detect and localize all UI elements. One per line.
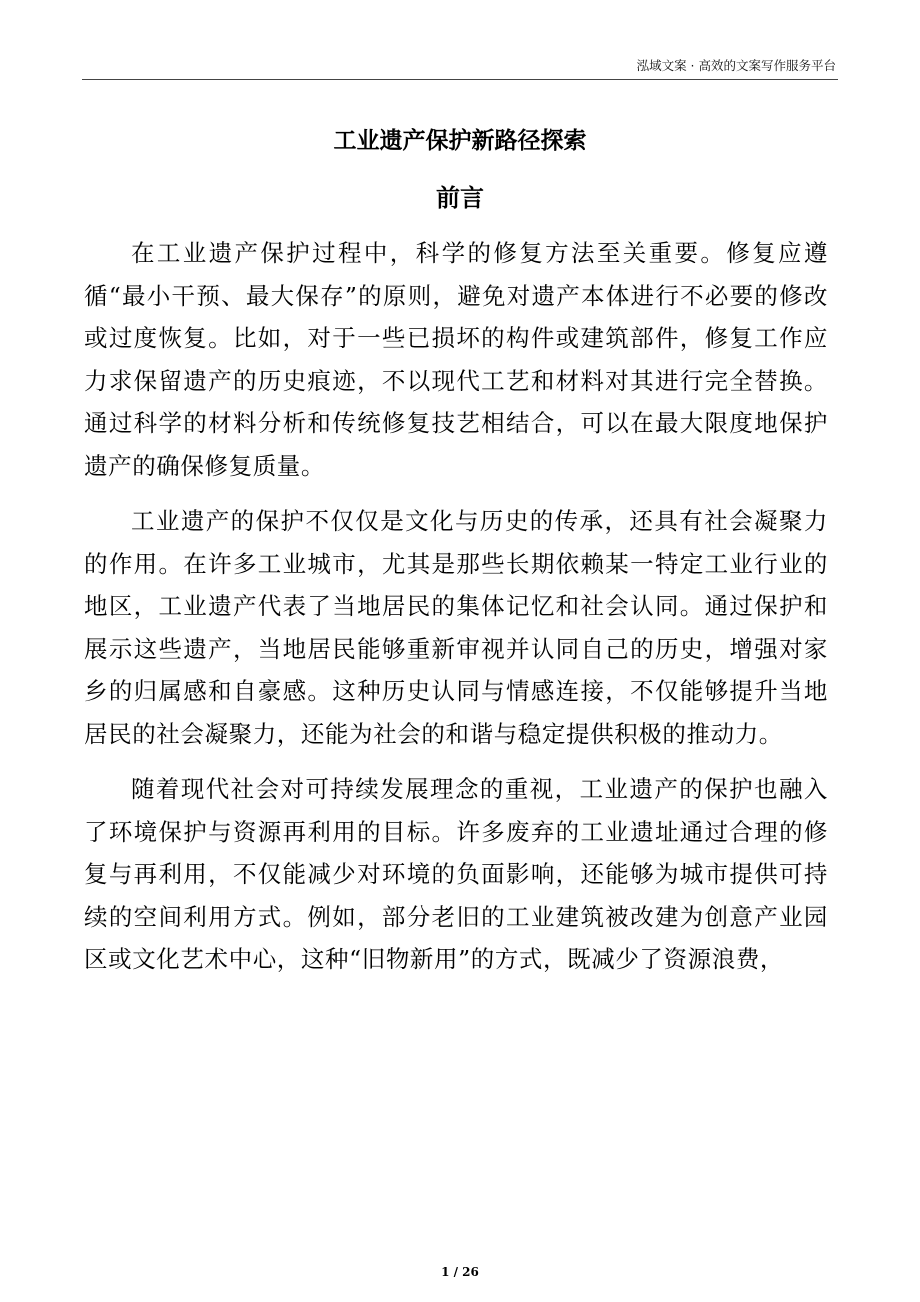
document-title: 工业遗产保护新路径探索	[333, 128, 587, 154]
page-header: 泓域文案 · 高效的文案写作服务平台	[636, 58, 836, 73]
section-heading: 前言	[436, 184, 484, 212]
paragraph: 工业遗产的保护不仅仅是文化与历史的传承，还具有社会凝聚力的作用。在许多工业城市，尤其是那些长期依赖某一特定工业行业的地区，工业遗产代表了当地居民的集体记忆和社会认同。通过保护和展示这些遗产，当地居民能够重新审视并认同自己的历史，增强对家乡的归属感和自豪感。这种历史认同与情感连接，不仅能够提升当地居民的社会凝聚力，还能为社会的和谐与稳定提供积极的推动力。	[84, 507, 828, 748]
paragraph: 在工业遗产保护过程中，科学的修复方法至关重要。修复应遵循“最小干预、最大保存”的原则，避免对遗产本体进行不必要的修改或过度恢复。比如，对于一些已损坏的构件或建筑部件，修复工作应力求保留遗产的历史痕迹，不以现代工艺和材料对其进行完全替换。通过科学的材料分析和传统修复技艺相结合，可以在最大限度地保护遗产的确保修复质量。	[84, 239, 828, 480]
header-divider	[82, 79, 838, 80]
paragraph: 随着现代社会对可持续发展理念的重视，工业遗产的保护也融入了环境保护与资源再利用的目标。许多废弃的工业遗址通过合理的修复与再利用，不仅能减少对环境的负面影响，还能够为城市提供可持续的空间利用方式。例如，部分老旧的工业建筑被改建为创意产业园区或文化艺术中心，这种“旧物新用”的方式，既减少了资源浪费，	[84, 775, 828, 973]
page-number: 1 / 26	[441, 1265, 479, 1279]
document-body	[84, 232, 828, 994]
